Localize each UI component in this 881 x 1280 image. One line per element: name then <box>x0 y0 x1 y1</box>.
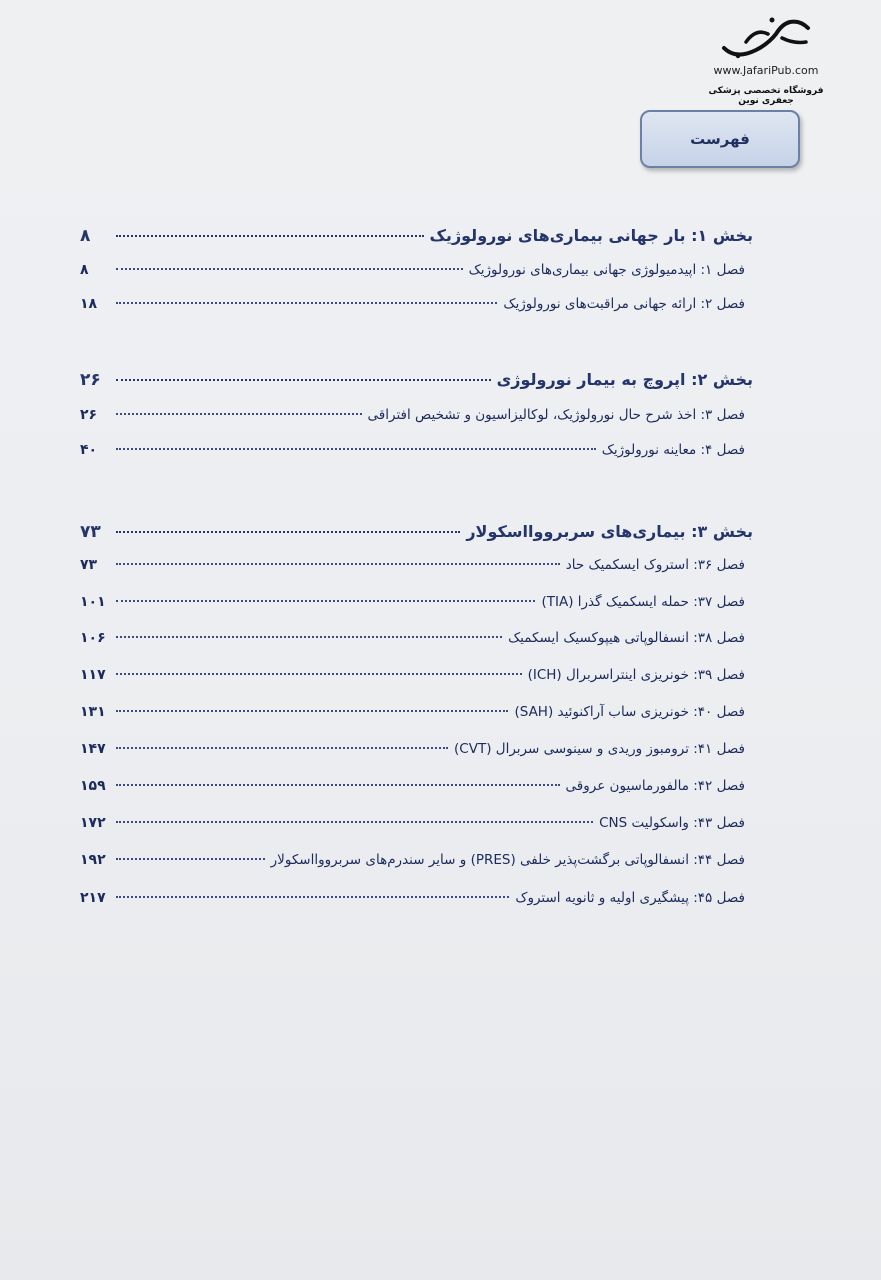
chapter-page-number: ۸ <box>80 262 89 278</box>
chapter-page-number: ۱۵۹ <box>80 778 106 794</box>
toc-chapter[interactable] <box>80 704 745 720</box>
part-title: بخش ۳: بیماری‌های سربرووااسکولار <box>466 522 753 541</box>
chapter-page-number: ۴۰ <box>80 442 98 458</box>
toc-chapter[interactable] <box>80 630 745 646</box>
chapter-page-number: ۱۱۷ <box>80 667 106 683</box>
chapter-title: فصل ۱: اپیدمیولوژی جهانی بیماری‌های نورولوژیک <box>468 262 745 278</box>
dot-leader <box>116 784 560 786</box>
toc-chapter[interactable] <box>80 852 745 868</box>
chapter-page-number: ۱۴۷ <box>80 741 106 757</box>
chapter-title: فصل ۳۶: استروک ایسکمیک حاد <box>565 557 745 573</box>
chapter-page-number: ۱۰۱ <box>80 594 106 610</box>
dot-leader <box>116 858 265 860</box>
chapter-title: فصل ۳۹: خونریزی اینتراسربرال (ICH) <box>527 667 745 683</box>
toc-chapter[interactable] <box>80 296 745 312</box>
dot-leader <box>116 413 362 415</box>
dot-leader <box>116 379 491 381</box>
toc-chapter[interactable] <box>80 262 745 278</box>
toc-chapter[interactable] <box>80 667 745 683</box>
dot-leader <box>116 302 497 304</box>
chapter-page-number: ۲۶ <box>80 407 98 423</box>
dot-leader <box>116 531 460 533</box>
chapter-page-number: ۱۷۲ <box>80 815 106 831</box>
chapter-page-number: ۱۸ <box>80 296 98 312</box>
chapter-title: فصل ۴۲: مالفورماسیون عروقی <box>565 778 745 794</box>
chapter-title: فصل ۴۱: ترومبوز وریدی و سینوسی سربرال (CVT) <box>454 741 745 757</box>
toc-chapter[interactable] <box>80 594 745 610</box>
part-page-number: ۷۳ <box>80 522 101 542</box>
dot-leader <box>116 600 535 602</box>
chapter-title: فصل ۳۸: انسفالوپاتی هیپوکسیک ایسکمیک <box>508 630 745 646</box>
dot-leader <box>116 235 424 237</box>
part-page-number: ۸ <box>80 226 91 246</box>
part-title: بخش ۲: اپروچ به بیمار نورولوژی <box>496 370 753 389</box>
toc-chapter[interactable] <box>80 557 745 573</box>
toc-chapter[interactable] <box>80 890 745 906</box>
chapter-page-number: ۱۰۶ <box>80 630 106 646</box>
chapter-title: فصل ۴۴: انسفالوپاتی برگشت‌پذیر خلفی (PRES) و سایر سندرم‌های سربرووااسکولار <box>270 852 745 868</box>
chapter-page-number: ۷۳ <box>80 557 98 573</box>
toc-heading-box <box>640 110 800 168</box>
chapter-title: فصل ۴۳: واسکولیت CNS <box>599 815 745 831</box>
dot-leader <box>116 821 593 823</box>
chapter-title: فصل ۲: ارائه جهانی مراقبت‌های نورولوژیک <box>503 296 745 312</box>
toc-chapter[interactable] <box>80 815 745 831</box>
publisher-url: www.JafariPub.com <box>713 64 819 77</box>
toc-chapter[interactable] <box>80 741 745 757</box>
part-title: بخش ۱: بار جهانی بیماری‌های نورولوژیک <box>429 226 753 245</box>
publisher-logo-mark <box>716 14 816 62</box>
chapter-title: فصل ۴۰: خونریزی ساب آراکنوئید (SAH) <box>514 704 745 720</box>
chapter-page-number: ۱۳۱ <box>80 704 106 720</box>
chapter-page-number: ۲۱۷ <box>80 890 106 906</box>
publisher-logo <box>691 14 841 106</box>
toc-chapter[interactable] <box>80 778 745 794</box>
dot-leader <box>116 636 502 638</box>
chapter-title: فصل ۳۷: حمله ایسکمیک گذرا (TIA) <box>541 594 745 610</box>
dot-leader <box>116 448 596 450</box>
toc-chapter[interactable] <box>80 442 745 458</box>
toc-title: فهرست <box>690 130 750 148</box>
chapter-title: فصل ۴۵: پیشگیری اولیه و ثانویه استروک <box>515 890 745 906</box>
dot-leader <box>116 747 448 749</box>
dot-leader <box>116 673 522 675</box>
dot-leader <box>116 710 508 712</box>
toc-part[interactable] <box>80 370 753 390</box>
toc-chapter[interactable] <box>80 407 745 423</box>
publisher-tagline: فروشگاه تخصصی پزشکی جعفری نوین <box>708 86 824 106</box>
part-page-number: ۲۶ <box>80 370 101 390</box>
chapter-title: فصل ۴: معاینه نورولوژیک <box>601 442 745 458</box>
toc-part[interactable] <box>80 522 753 542</box>
dot-leader <box>116 563 560 565</box>
dot-leader <box>116 268 463 270</box>
chapter-page-number: ۱۹۲ <box>80 852 106 868</box>
toc-part[interactable] <box>80 226 753 246</box>
chapter-title: فصل ۳: اخذ شرح حال نورولوژیک، لوکالیزاسیون و تشخیص افتراقی <box>367 407 745 423</box>
dot-leader <box>116 896 509 898</box>
